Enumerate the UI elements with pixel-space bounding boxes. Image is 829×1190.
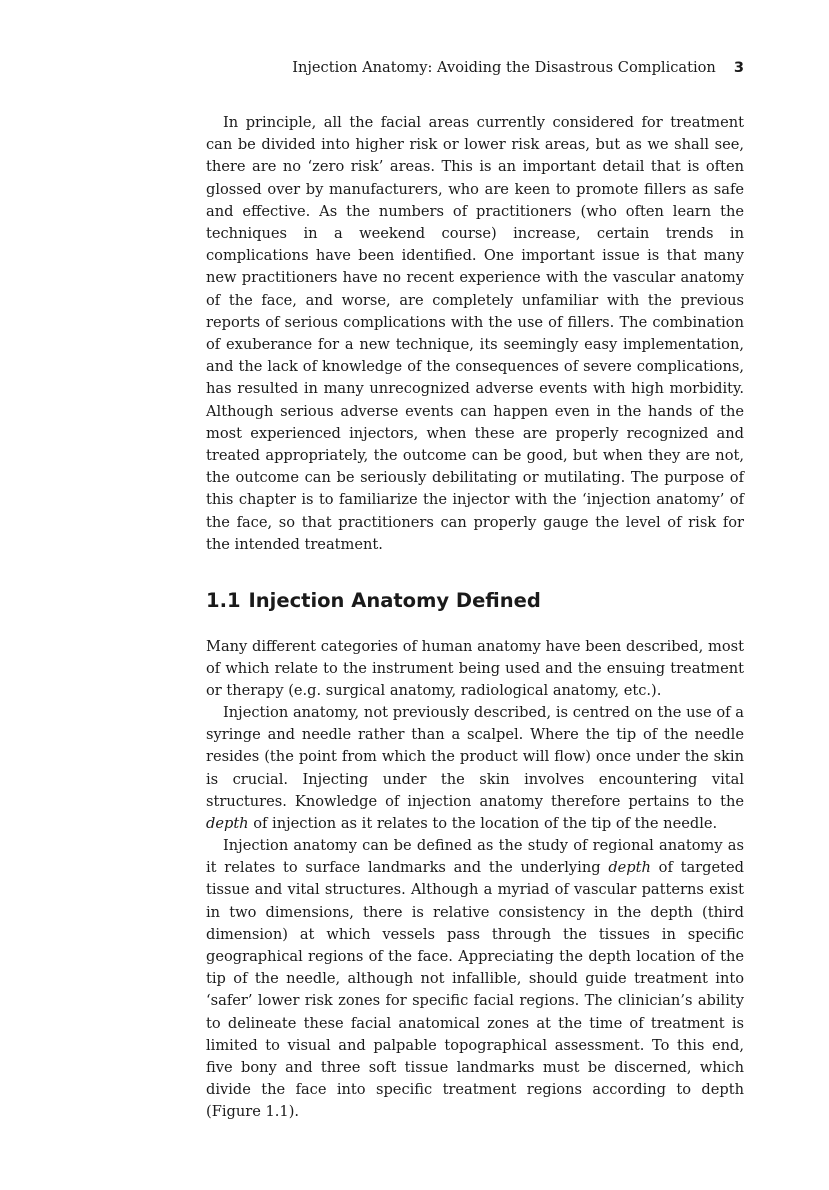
paragraph-definition [206, 835, 744, 1124]
paragraph-text: of injection as it relates to the location of the tip of the needle. [248, 815, 718, 833]
emphasis-depth: depth [206, 815, 249, 833]
section-number: 1.1 [206, 589, 241, 612]
intro-paragraph: In principle, all the facial areas currently considered for treatment can be divided into higher risk or lower risk areas, but as we shall see, there are no ‘zero risk’ areas. This is an important detail that is often glossed over by manufacturers, who are keen to promote fillers as safe and effective. As the numbers of practitioners (who often learn the techniques in a weekend course) increase, certain trends in complications have been identified. One important issue is that many new practitioners have no recent experience with the vascular anatomy of the face, and worse, are completely unfamiliar with the previous reports of serious complications with the use of fillers. The combination of exuberance for a new technique, its seemingly easy implementation, and the lack of knowledge of the consequences of severe complications, has resulted in many unrecognized adverse events with high morbidity. Although serious adverse events can happen even in the hands of the most experienced injectors, when these are properly recognized and treated appropriately, the outcome can be good, but when they are not, the outcome can be seriously debilitating or mutilating. The purpose of this chapter is to familiarize the injector with the ‘injection anatomy’ of the face, so that practitioners can properly gauge the level of risk for the intended treatment. [206, 114, 744, 553]
page-number: 3 [733, 59, 744, 76]
section-heading [206, 588, 744, 614]
section-title: Injection Anatomy Defined [248, 589, 541, 612]
paragraph-injection-anatomy [206, 702, 744, 835]
running-head-title: Injection Anatomy: Avoiding the Disastrous Complication [292, 59, 716, 76]
emphasis-depth: depth [608, 859, 651, 877]
paragraph-text: Injection anatomy can be defined as the study of regional anatomy as it relates to surface landmarks and the underlying [206, 837, 744, 877]
paragraph-text: of targeted tissue and vital structures. Although a myriad of vascular patterns exist in two dimensions, there is relative consistency in the depth (third dimension) at which vessels pass through the tissues in specific geographical regions of the face. Appreciating the depth location of the tip of the needle, although not infallible, should guide treatment into ‘safer’ lower risk zones for specific facial regions. The clinician’s ability to delineate these facial anatomical zones at the time of treatment is limited to visual and palpable topographical assessment. To this end, five bony and three soft tissue landmarks must be discerned, which divide the face into specific treatment regions according to depth (Figure 1.1). [206, 859, 744, 1121]
paragraph-text: Injection anatomy, not previously described, is centred on the use of a syringe and needle rather than a scalpel. Where the tip of the needle resides (the point from which the product will flow) once under the skin is crucial. Injecting under the skin involves encountering vital structures. Knowledge of injection anatomy therefore pertains to the [206, 704, 744, 810]
paragraph-categories: Many different categories of human anatomy have been described, most of which relate to the instrument being used and the ensuing treatment or therapy (e.g. surgical anatomy, radiological anatomy, etc.). [206, 638, 744, 700]
running-head [206, 58, 744, 78]
